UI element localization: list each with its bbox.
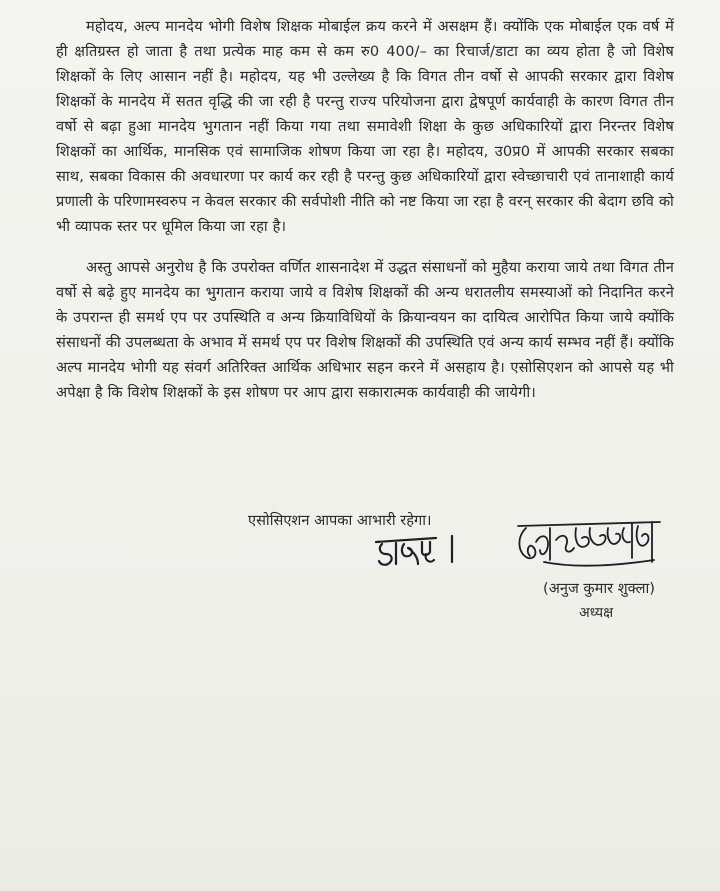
letter-body	[56, 14, 674, 405]
signatory-designation: अध्यक्ष	[579, 605, 614, 621]
signature	[514, 514, 666, 572]
paragraph-grievance: महोदय, अल्प मानदेय भोगी विशेष शिक्षक मोबाईल क्रय करने में असक्षम हैं। क्योंकि एक मोबाईल एक वर्ष में ही क्षतिग्रस्त हो जाता है तथा प्रत्येक माह कम से कम रु0 400/– का रिचार्ज/डाटा का व्यय होता है जो विशेष शिक्षकों के लिए आसान नहीं है। महोदय, यह भी उल्लेख्य है कि विगत तीन वर्षो से आपकी सरकार द्वारा विशेष शिक्षकों के मानदेय में सतत वृद्धि की जा रही है परन्तु राज्य परियोजना द्वारा द्वेषपूर्ण कार्यवाही के कारण विगत तीन वर्षो से बढ़ा हुआ मानदेय भुगतान नहीं किया गया तथा समावेशी शिक्षा के कुछ अधिकारियों द्वारा निरन्तर विशेष शिक्षकों का आर्थिक, मानसिक एवं सामाजिक शोषण किया जा रहा है। महोदय, उ0प्र0 में आपकी सरकार सबका साथ, सबका विकास की अवधारणा पर कार्य कर रही है परन्तु कुछ अधिकारियों द्वारा स्वेच्छाचारी एवं तानाशाही कार्य प्रणाली के परिणामस्वरुप न केवल सरकार की सर्वपोशी नीति को नष्ट किया जा रहा है वरन् सरकार की बेदाग छवि को भी व्यापक स्तर पर धूमिल किया जा रहा है।	[56, 18, 674, 235]
paragraph-request: अस्तु आपसे अनुरोध है कि उपरोक्त वर्णित शासनादेश में उद्धत संसाधनों को मुहैया कराया जाये तथा विगत तीन वर्षो से बढ़े हुए मानदेय का भुगतान कराया जाये व विशेष शिक्षकों की अन्य धरातलीय समस्याओं को निदानित करने के उपरान्त ही समर्थ एप पर उपस्थिति व अन्य क्रियाविधियों के क्रियान्वयन का दायित्व आरोपित किया जाये क्योंकि संसाधनों की उपलब्धता के अभाव में समर्थ एप पर विशेष शिक्षकों की उपस्थिति एवं अन्य कार्य सम्भव नहीं हैं। क्योंकि अल्प मानदेय भोगी यह संवर्ग अतिरिक्त आर्थिक अधिभार सहन करने में असहाय है। एसोसिएशन को आपसे यह भी अपेक्षा है कि विशेष शिक्षकों के इस शोषण पर आप द्वारा सकारात्मक कार्यवाही की जायेगी।	[56, 259, 674, 401]
closing-line: एसोसिएशन आपका आभारी रहेगा।	[248, 512, 432, 529]
signatory-name: (अनुज कुमार शुक्ला)	[543, 580, 655, 597]
handwritten-sadar	[374, 530, 460, 570]
